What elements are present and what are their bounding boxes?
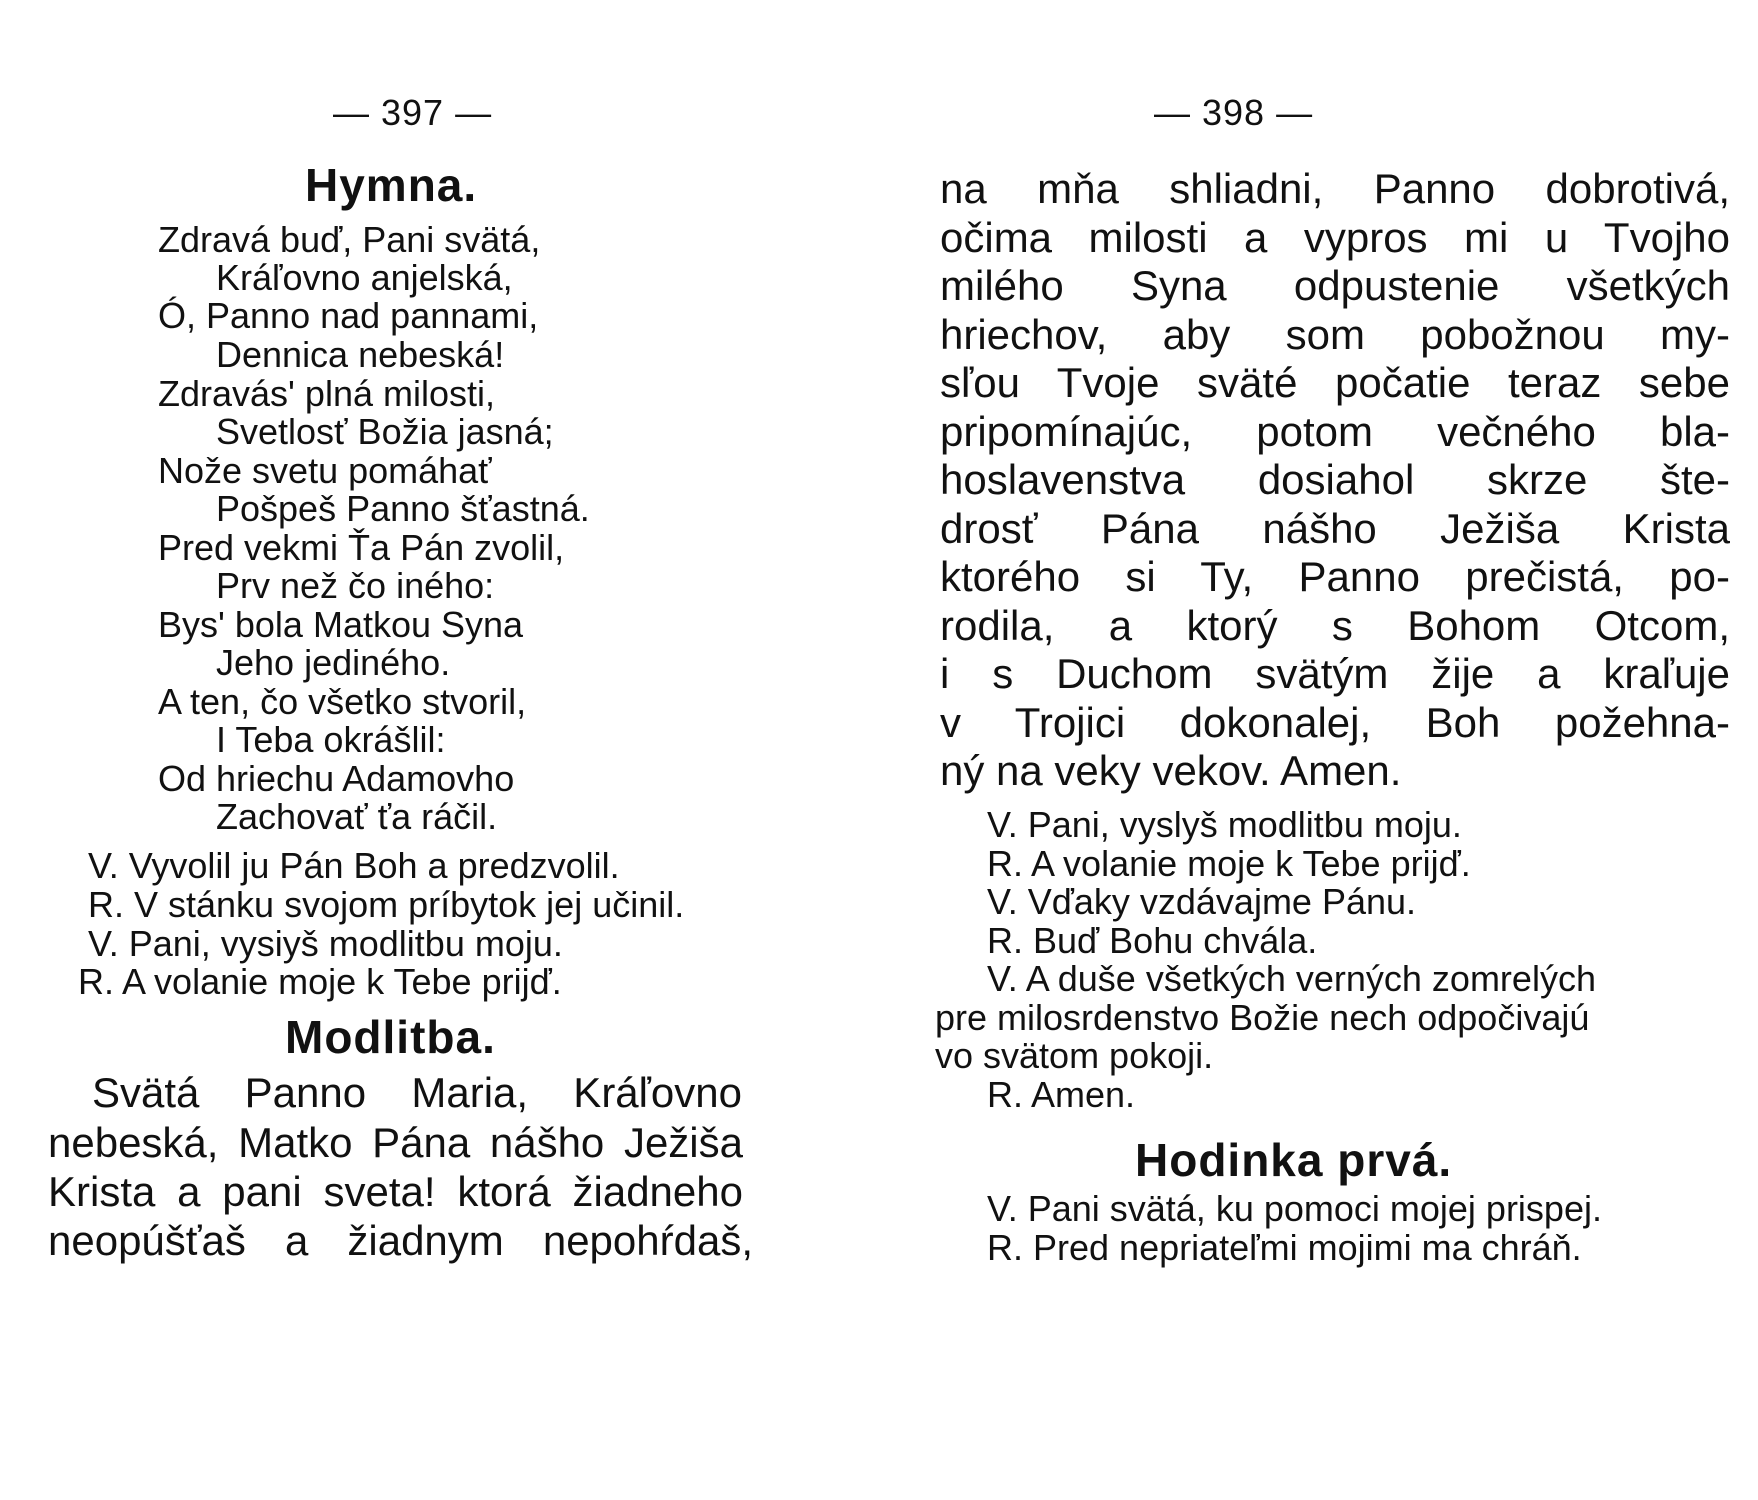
prayer-line: pripomínajúc, potom večného bla- <box>940 408 1730 455</box>
versicle-line: R. Amen. <box>987 1074 1136 1115</box>
hymn-line: Pred vekmi Ťa Pán zvolil, <box>158 527 565 568</box>
hymn-line: Prv než čo iného: <box>216 565 495 606</box>
prayer-line: ný na veky vekov. Amen. <box>940 747 1402 794</box>
prayer-line: hoslavenstva dosiahol skrze šte- <box>940 456 1730 503</box>
versicle-line: R. Pred nepriateľmi mojimi ma chráň. <box>987 1227 1582 1268</box>
versicle-line: R. Buď Bohu chvála. <box>987 920 1318 961</box>
hymn-line: Zdravás' plná milosti, <box>158 373 495 414</box>
versicle-line: V. Pani, vyslyš modlitbu moju. <box>987 804 1462 845</box>
versicle-line: V. Pani svätá, ku pomoci mojej prispej. <box>987 1188 1602 1229</box>
hymn-line: Zdravá buď, Pani svätá, <box>158 219 541 260</box>
hymn-line: Bys' bola Matkou Syna <box>158 604 524 645</box>
page-number: — 397 — <box>333 92 493 133</box>
versicle-line: V. Vyvolil ju Pán Boh a predzvolil. <box>88 845 620 886</box>
prayer-line: Krista a pani sveta! ktorá žiadneho <box>48 1168 743 1215</box>
hymn-line: Dennica nebeská! <box>216 334 505 375</box>
prayer-title: Modlitba. <box>285 1011 496 1063</box>
versicle-line: pre milosrdenstvo Božie nech odpočivajú <box>935 997 1590 1038</box>
hymn-line: Svetlosť Božia jasná; <box>216 411 554 452</box>
hymn-line: Od hriechu Adamovho <box>158 758 515 799</box>
hymn-line: A ten, čo všetko stvoril, <box>158 681 527 722</box>
prayer-line: na mňa shliadni, Panno dobrotivá, <box>940 165 1730 212</box>
prayer-line: v Trojici dokonalej, Boh požehna- <box>940 699 1730 746</box>
prayer-line: i s Duchom svätým žije a kraľuje <box>940 650 1730 697</box>
prayer-line: ktorého si Ty, Panno prečistá, po- <box>940 553 1730 600</box>
versicle-line: V. Pani, vysiyš modlitbu moju. <box>88 923 563 964</box>
prayer-line: očima milosti a vypros mi u Tvojho <box>940 214 1730 261</box>
prayer-line: neopúšťaš a žiadnym nepohŕdaš, <box>48 1217 753 1264</box>
versicle-line: R. V stánku svojom príbytok jej učinil. <box>88 884 685 925</box>
versicle-line: V. Vďaky vzdávajme Pánu. <box>987 881 1417 922</box>
versicle-line: R. A volanie moje k Tebe prijď. <box>78 961 562 1002</box>
hymn-line: Pošpeš Panno šťastná. <box>216 488 590 529</box>
prayer-line: hriechov, aby som pobožnou my- <box>940 311 1730 358</box>
prayer-line: drosť Pána nášho Ježiša Krista <box>940 505 1730 552</box>
page-number: — 398 — <box>1154 92 1314 133</box>
hymn-line: I Teba okrášlil: <box>216 719 446 760</box>
versicle-line: R. A volanie moje k Tebe prijď. <box>987 843 1471 884</box>
versicle-line: V. A duše všetkých verných zomrelých <box>987 958 1596 999</box>
hymn-line: Zachovať ťa ráčil. <box>216 796 498 837</box>
hymn-line: Ó, Panno nad pannami, <box>158 295 539 336</box>
prayer-line: sľou Tvoje sväté počatie teraz sebe <box>940 359 1730 406</box>
prayer-line: nebeská, Matko Pána nášho Ježiša <box>48 1119 743 1166</box>
prayer-line: rodila, a ktorý s Bohom Otcom, <box>940 602 1730 649</box>
prayer-line: Svätá Panno Maria, Kráľovno <box>92 1069 742 1116</box>
hymn-line: Kráľovno anjelská, <box>216 257 513 298</box>
versicle-line: vo svätom pokoji. <box>935 1035 1214 1076</box>
hymn-line: Jeho jediného. <box>216 642 451 683</box>
hymn-title: Hymna. <box>305 159 478 211</box>
prayer-line: milého Syna odpustenie všetkých <box>940 262 1730 309</box>
hymn-line: Nože svetu pomáhať <box>158 450 492 491</box>
section-title: Hodinka prvá. <box>1135 1134 1453 1186</box>
